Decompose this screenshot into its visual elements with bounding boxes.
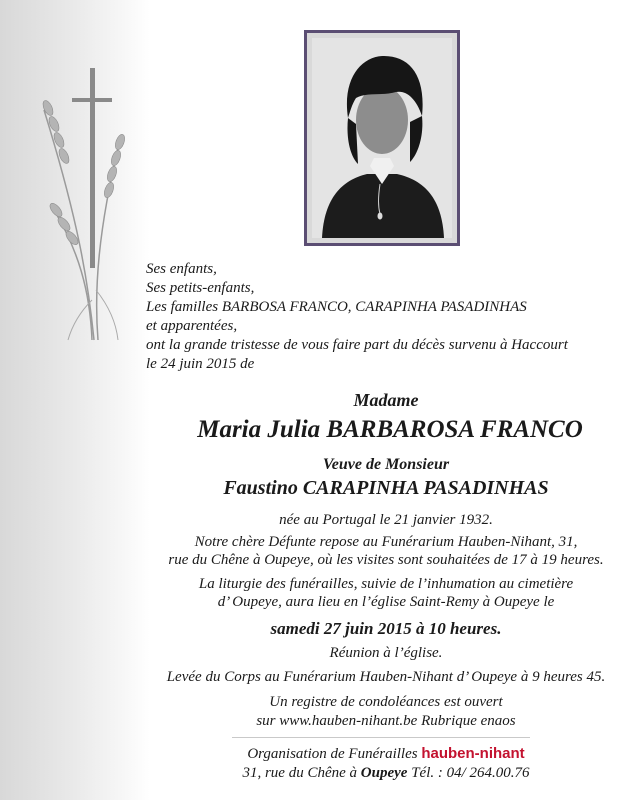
portrait-frame: [304, 30, 460, 246]
liturgy-line1: La liturgie des funérailles, suivie de l’inhumation au cimetière: [198, 576, 574, 592]
ceremony-date: samedi 27 juin 2015 à 10 heures.: [270, 619, 502, 638]
footer-org-label: Organisation de Funérailles: [247, 746, 418, 762]
footer-address: [150, 764, 622, 782]
intro-children: Ses enfants,: [146, 261, 217, 277]
husband-name: Faustino CARAPINHA PASADINHAS: [223, 477, 549, 499]
birth-info: née au Portugal le 21 janvier 1932.: [279, 512, 493, 528]
church-meeting: Réunion à l’église.: [329, 645, 443, 661]
brand-logo: hauben-nihant: [421, 745, 525, 762]
deceased-name: Maria Julia BARBAROSA FRANCO: [197, 416, 583, 443]
footer-org: [150, 745, 622, 763]
levee-info: Levée du Corps au Funérarium Hauben-Nihant d’ Oupeye à 9 heures 45.: [166, 669, 606, 685]
rest-info-line2: rue du Chêne à Oupeye, où les visites sont souhaitées de 17 à 19 heures.: [168, 552, 604, 568]
portrait-photo: [307, 33, 457, 243]
deceased-title: Madame: [353, 390, 419, 410]
widow-of-label: Veuve de Monsieur: [322, 456, 450, 473]
footer-phone: Tél. : 04/ 264.00.76: [411, 765, 530, 781]
intro-families: Les familles BARBOSA FRANCO, CARAPINHA PASADINHAS: [146, 299, 527, 315]
cross-wheat-icon: [28, 60, 138, 350]
intro-date: le 24 juin 2015 de: [146, 356, 255, 372]
footer-divider: [232, 737, 530, 738]
intro-grandchildren: Ses petits-enfants,: [146, 280, 255, 296]
registry-line1: Un registre de condoléances est ouvert: [269, 694, 503, 710]
intro-announcement: ont la grande tristesse de vous faire part du décès survenu à Haccourt: [146, 337, 568, 353]
footer-town: Oupeye: [360, 765, 408, 781]
rest-info-line1: Notre chère Défunte repose au Funérarium Hauben-Nihant, 31,: [194, 534, 578, 550]
liturgy-line2: d’ Oupeye, aura lieu en l’église Saint-Remy à Oupeye le: [217, 594, 555, 610]
footer-street: 31, rue du Chêne à: [242, 765, 358, 781]
intro-relatives: et apparentées,: [146, 318, 238, 334]
registry-line2: sur www.hauben-nihant.be Rubrique enaos: [256, 713, 516, 729]
